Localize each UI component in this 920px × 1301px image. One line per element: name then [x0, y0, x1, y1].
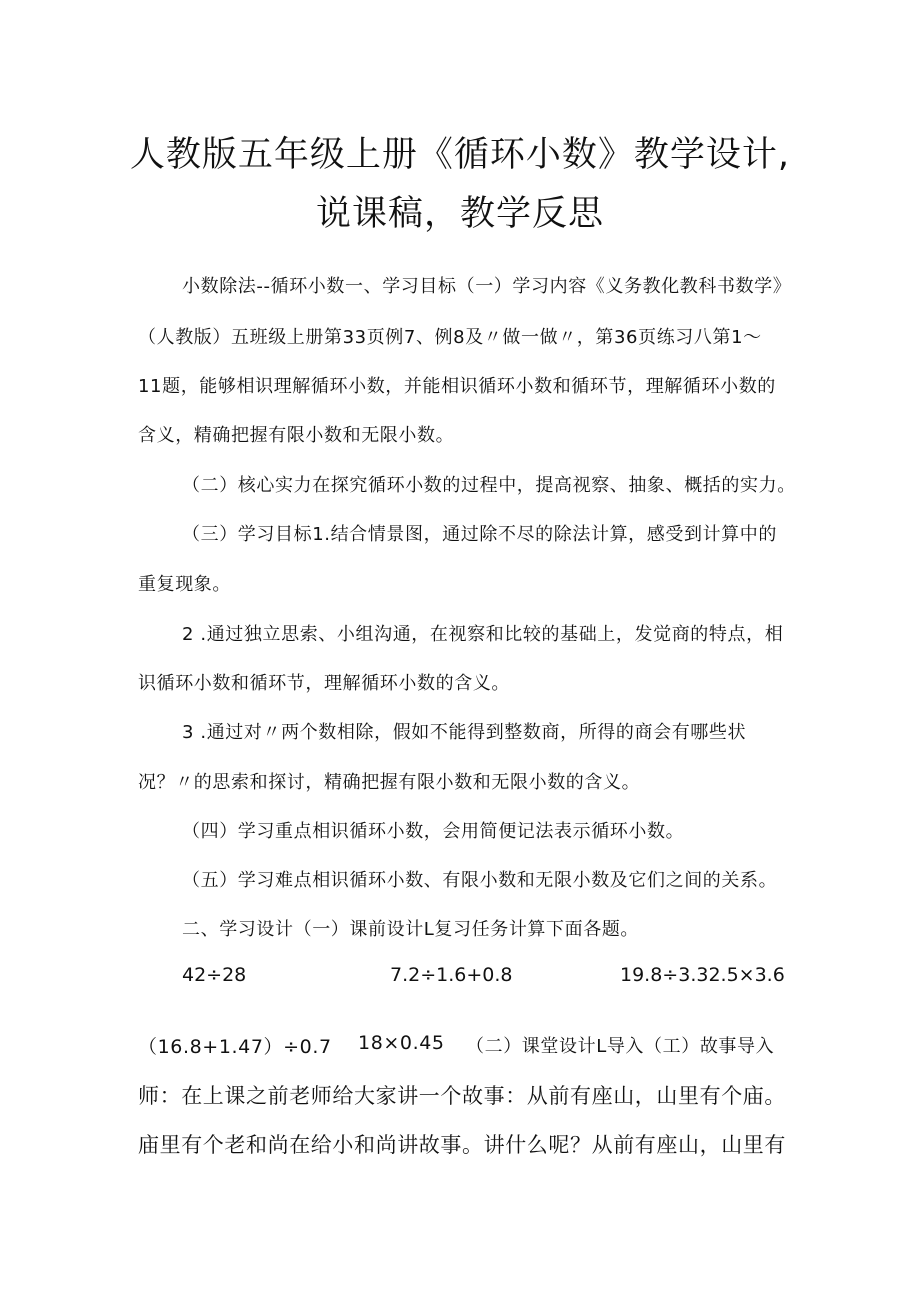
paragraph-line: 11题，能够相识理解循环小数，并能相识循环小数和循环节，理解循环小数的: [138, 376, 776, 397]
paragraph-line: 况？〃的思索和探讨，精确把握有限小数和无限小数的含义。: [138, 772, 641, 793]
paragraph-line: 含义，精确把握有限小数和无限小数。: [138, 425, 455, 446]
paragraph-line: （三）学习目标1.结合情景图，通过除不尽的除法计算，感受到计算中的: [182, 524, 777, 545]
paragraph-line: 二、学习设计（一）课前设计L复习任务计算下面各题。: [182, 919, 640, 940]
document-title-line-2: 说课稿，教学反思: [315, 194, 604, 234]
paragraph-line: （四）学习重点相识循环小数，会用简便记法表示循环小数。: [182, 821, 685, 842]
paragraph-line: 重复现象。: [138, 574, 231, 595]
paragraph-line: 识循环小数和循环节，理解循环小数的含义。: [138, 673, 510, 694]
story-line: 师：在上课之前老师给大家讲一个故事：从前有座山，山里有个庙。: [138, 1084, 786, 1108]
paragraph-line: 小数除法--循环小数一、学习目标（一）学习内容《义务教化教科书数学》: [182, 276, 792, 297]
document-title-line-1: 人教版五年级上册《循环小数》教学设计,: [129, 135, 791, 175]
formula: （16.8+1.47）÷0.7: [138, 1036, 332, 1058]
formula: 7.2÷1.6+0.8: [390, 964, 513, 986]
paragraph-line: （二）核心实力在探究循环小数的过程中，提高视察、抽象、概括的实力。: [182, 475, 796, 496]
formula: 18×0.45: [358, 1032, 445, 1054]
formula: 42÷28: [182, 964, 247, 986]
paragraph-line: 2 .通过独立思索、小组沟通，在视察和比较的基础上，发觉商的特点，相: [182, 624, 784, 645]
formula: 19.8÷3.32.5×3.6: [620, 964, 785, 986]
paragraph-line: （二）课堂设计L导入（工）故事导入: [466, 1036, 775, 1057]
story-line: 庙里有个老和尚在给小和尚讲故事。讲什么呢？从前有座山，山里有: [138, 1133, 786, 1157]
paragraph-line: 3 .通过对〃两个数相除，假如不能得到整数商，所得的商会有哪些状: [182, 722, 747, 743]
paragraph-line: （人教版）五班级上册第33页例7、例8及〃做一做〃，第36页练习八第1～: [138, 327, 762, 348]
paragraph-line: （五）学习难点相识循环小数、有限小数和无限小数及它们之间的关系。: [182, 870, 778, 891]
